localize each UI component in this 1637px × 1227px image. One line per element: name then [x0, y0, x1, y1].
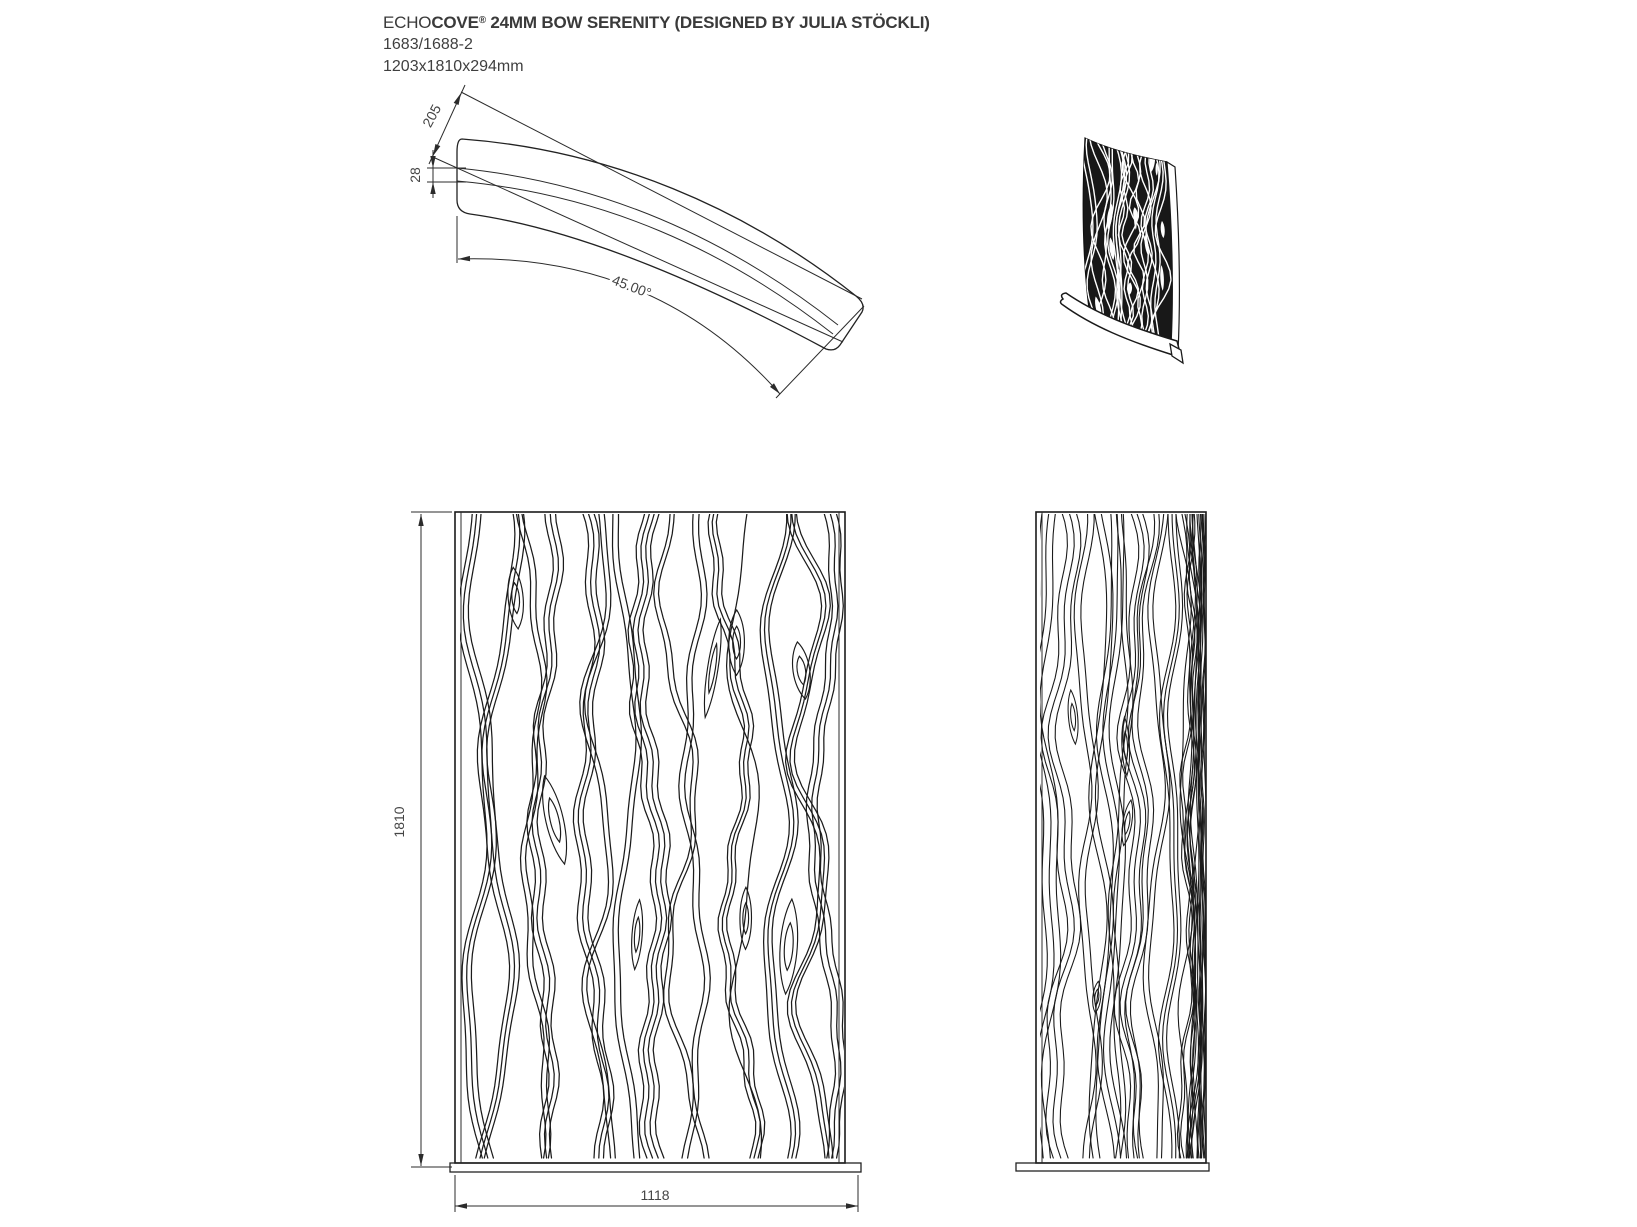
brand-name: COVE — [431, 13, 479, 32]
brand-prefix: ECHO — [383, 13, 432, 32]
overall-size: 1203x1810x294mm — [383, 58, 524, 75]
title-block — [383, 10, 930, 78]
side-pattern — [1025, 510, 1206, 1158]
dim-text-height: 1810 — [391, 806, 407, 838]
iso-view — [1061, 136, 1184, 363]
front-view — [391, 510, 861, 1212]
side-view — [1016, 510, 1209, 1171]
side-base-plate — [1016, 1163, 1209, 1171]
plan-end-face-extension — [776, 306, 864, 398]
plan-inner-line-1 — [457, 168, 838, 325]
plan-view — [407, 85, 864, 398]
product-title — [383, 10, 930, 34]
front-pattern — [458, 510, 846, 1158]
plan-tangent-line-1 — [461, 92, 862, 299]
dim-text-thickness: 28 — [407, 167, 423, 183]
plan-tangent-line-2 — [435, 158, 843, 342]
product-title-rest: 24MM BOW SERENITY (DESIGNED BY JULIA STÖCKLI) — [485, 13, 930, 32]
iso-base-foot — [1170, 344, 1183, 363]
plan-panel-outline — [457, 139, 863, 350]
dim-text-width: 1118 — [640, 1187, 670, 1203]
dim-text-angle: 45.00° — [609, 271, 654, 302]
dim-text-depth: 205 — [419, 101, 445, 130]
plan-inner-line-2 — [457, 181, 833, 334]
model-number: 1683/1688-2 — [383, 36, 473, 53]
front-base-plate — [450, 1163, 861, 1172]
registered-mark: ® — [478, 15, 486, 26]
